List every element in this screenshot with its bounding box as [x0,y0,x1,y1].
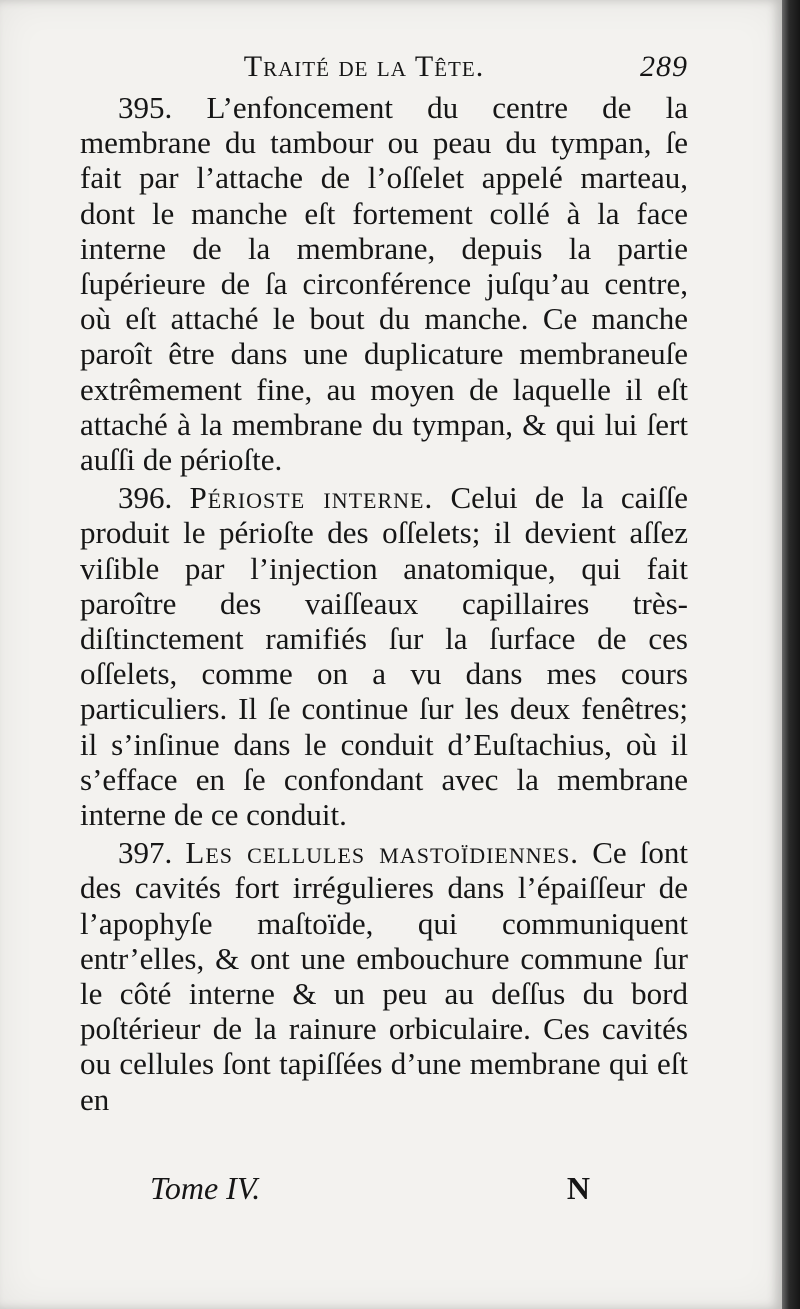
paragraph-text: Celui de la caiſſe produit le périoſte des oſſelets; il devient aſſez viſible par l’injection anatomique, qui fait paroître des vaiſſeaux capillaires très-diſtinctement ramifiés ſur la ſurface de ces oſſelets, comme on a vu dans mes cours particuliers. Il ſe continue ſur les deux fenêtres; il s’inſinue dans le conduit d’Euſtachius, où il s’efface en ſe confondant avec la membrane interne de ce conduit. [80,480,688,833]
paragraph-heading: Les cellules mastoïdiennes. [185,835,580,871]
running-head [80,50,688,90]
paragraph-text: L’enfoncement du centre de la membrane du tambour ou peau du tympan, ſe fait par l’attache de l’oſſelet appelé marteau, dont le manche eſt fortement collé à la face interne de la membrane, depuis la partie ſupérieure de ſa circonférence juſqu’au centre, où eſt attaché le bout du manche. Ce manche paroît être dans une duplicature membraneuſe extrêmement fine, au moyen de laquelle il eſt attaché à la membrane du tympan, & qui lui ſert auſſi de périoſte. [80,90,688,478]
volume-label: Tome IV. [150,1170,261,1206]
paragraph-number: 395. [118,90,173,125]
page-edge [782,0,800,1309]
paragraph-397 [80,835,688,1117]
running-head-title: Traité de la Tête. [243,50,485,83]
signature-mark: N [566,1170,590,1206]
paragraph-text: Ce ſont des cavités fort irrégulieres dans l’épaiſſeur de l’apophyſe maſtoïde, qui communiquent entr’elles, & ont une embouchure commune ſur le côté interne & un peu au deſſus du bord poſtérieur de la rainure orbiculaire. Ces cavités ou cellules ſont tapiſſées d’une membrane qui eſt en [80,835,689,1117]
paragraph-395 [80,90,688,477]
paragraph-number: 397. [118,835,173,871]
page-number: 289 [640,50,688,83]
paragraph-number: 396. [118,480,173,516]
page-footer [150,1170,590,1207]
text-block [80,50,688,1117]
paragraph-396 [80,480,688,832]
paragraph-heading: Périoste interne. [189,480,434,516]
